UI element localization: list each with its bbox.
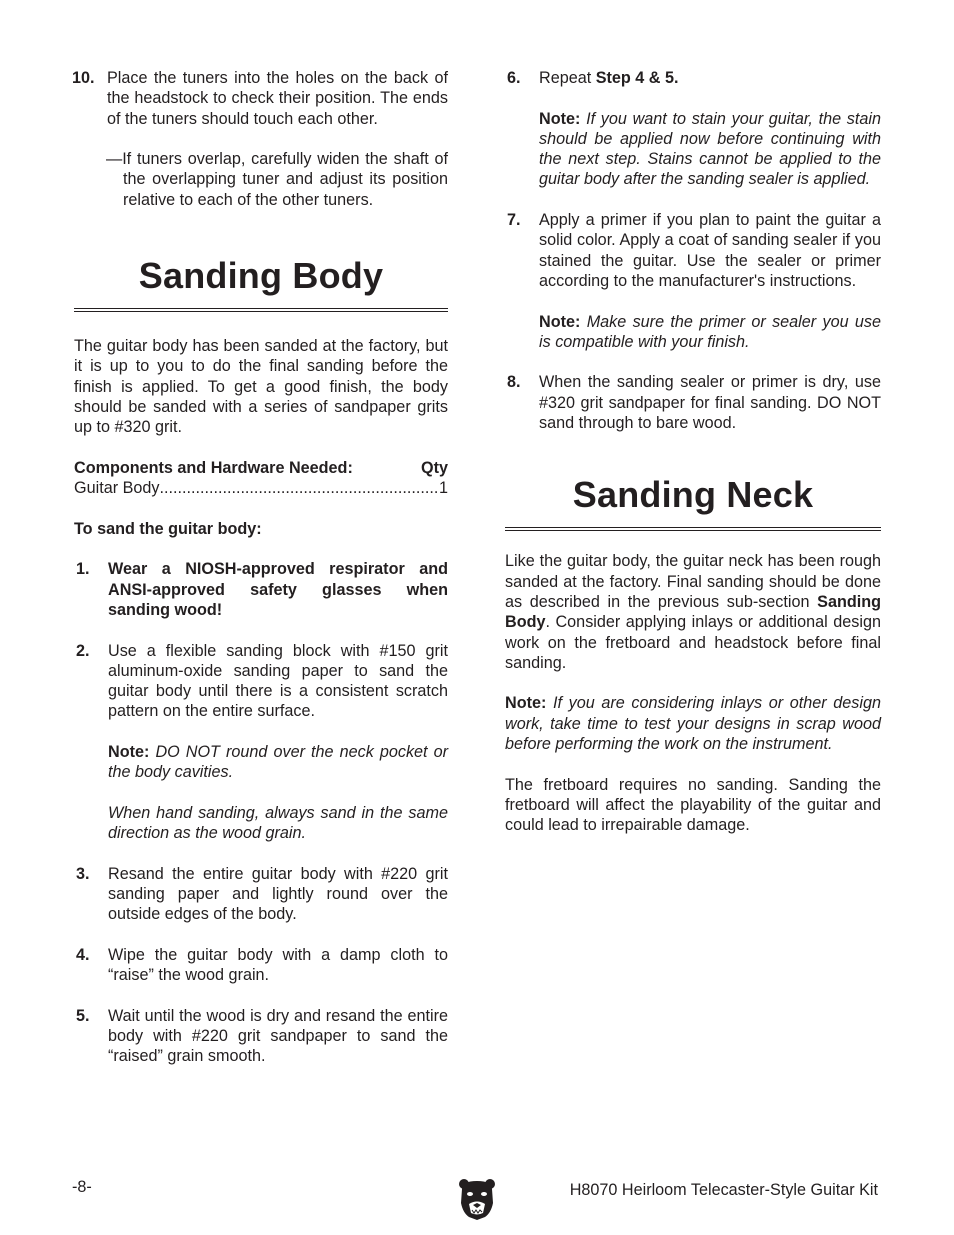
sanding-neck-intro: Like the guitar body, the guitar neck has been rough sanded at the factory. Final sanding should be done as described in the previous sub-section Sanding Body. Consider applying inlays or additional design work on the fretboard and headstock before final sanding. — [505, 552, 881, 672]
step-8: 8. When the sanding sealer or primer is dry, use #320 grit sandpaper for final sanding. DO NOT sand through to bare wood. — [507, 373, 881, 433]
sanding-neck-final: The fretboard requires no sanding. Sanding the fretboard will affect the playability of the guitar and could lead to irrepairable damage. — [505, 775, 881, 835]
components-row: Guitar Body ..... 1 — [74, 478, 448, 498]
bear-head-logo-icon — [458, 1177, 496, 1221]
step-6-note: Note: If you want to stain your guitar, the stain should be applied now before continuing with the next step. Stains cannot be applied to the guitar body after the sanding sealer is applied. — [539, 109, 882, 189]
step-number: 10. — [72, 69, 95, 87]
procedure-title: To sand the guitar body: — [74, 519, 262, 538]
step-4: 4. Wipe the guitar body with a damp cloth to “raise” the wood grain. — [76, 945, 448, 985]
step-6: 6. Repeat Step 4 & 5. Note: If you want to stain your guitar, the stain should be applied now before continuing with the next step. Stains cannot be applied to the guitar body after the sanding sealer is applied. — [507, 69, 882, 189]
step-2-note-2: When hand sanding, always sand in the same direction as the wood grain. — [108, 803, 448, 843]
step-10 — [74, 68, 448, 129]
step-1: 1. Wear a NIOSH-approved respirator and ANSI-approved safety glasses when sanding wood! — [76, 560, 448, 619]
components-header: Components and Hardware Needed: Qty — [74, 458, 448, 477]
sanding-neck-note: Note: If you are considering inlays or other design work, take time to test your designs in scrap wood before performing the work on the instrument. — [505, 694, 881, 754]
section-heading-sanding-body: Sanding Body — [138, 255, 384, 297]
page-number: -8- — [72, 1178, 92, 1196]
step-5: 5. Wait until the wood is dry and resand the entire body with #220 grit sandpaper to sand the “raised” grain smooth. — [76, 1006, 448, 1066]
step-10-subnote: —If tuners overlap, carefully widen the shaft of the overlapping tuner and adjust its position relative to each of the other tuners. — [106, 150, 448, 209]
sanding-body-intro: The guitar body has been sanded at the factory, but it is up to you to do the final sanding before the finish is applied. To get a good finish, the body should be sanded with a series of sandpaper grits up to #320 grit. — [74, 337, 448, 437]
step-text: Place the tuners into the holes on the back of the headstock to check their position. The ends of the tuners should touch each other. — [107, 69, 448, 128]
step-2-note: Note: DO NOT round over the neck pocket or the body cavities. — [108, 743, 448, 782]
step-2: 2. Use a flexible sanding block with #150 grit aluminum-oxide sanding paper to sand the guitar body until there is a consistent scratch pattern on the entire surface. Note: DO NOT round over the neck pocket or the body cavities. When hand sanding, always sand in the same direction as the wood grain. — [76, 641, 448, 843]
document-title: H8070 Heirloom Telecaster-Style Guitar Kit — [569, 1181, 878, 1199]
step-7: 7. Apply a primer if you plan to paint the guitar a solid color. Apply a coat of sanding sealer if you stained the guitar. Use the sealer or primer according to the manufacturer's instructions. Note: Make sure the primer or sealer you use is compatible with your finish. — [507, 211, 881, 351]
right-column — [505, 68, 881, 836]
step-3: 3. Resand the entire guitar body with #220 grit sanding paper and lightly round over the outside edges of the body. — [76, 864, 448, 924]
section-heading-sanding-neck: Sanding Neck — [572, 474, 814, 516]
step-7-note: Note: Make sure the primer or sealer you use is compatible with your finish. — [539, 312, 881, 351]
left-column — [74, 68, 448, 1067]
